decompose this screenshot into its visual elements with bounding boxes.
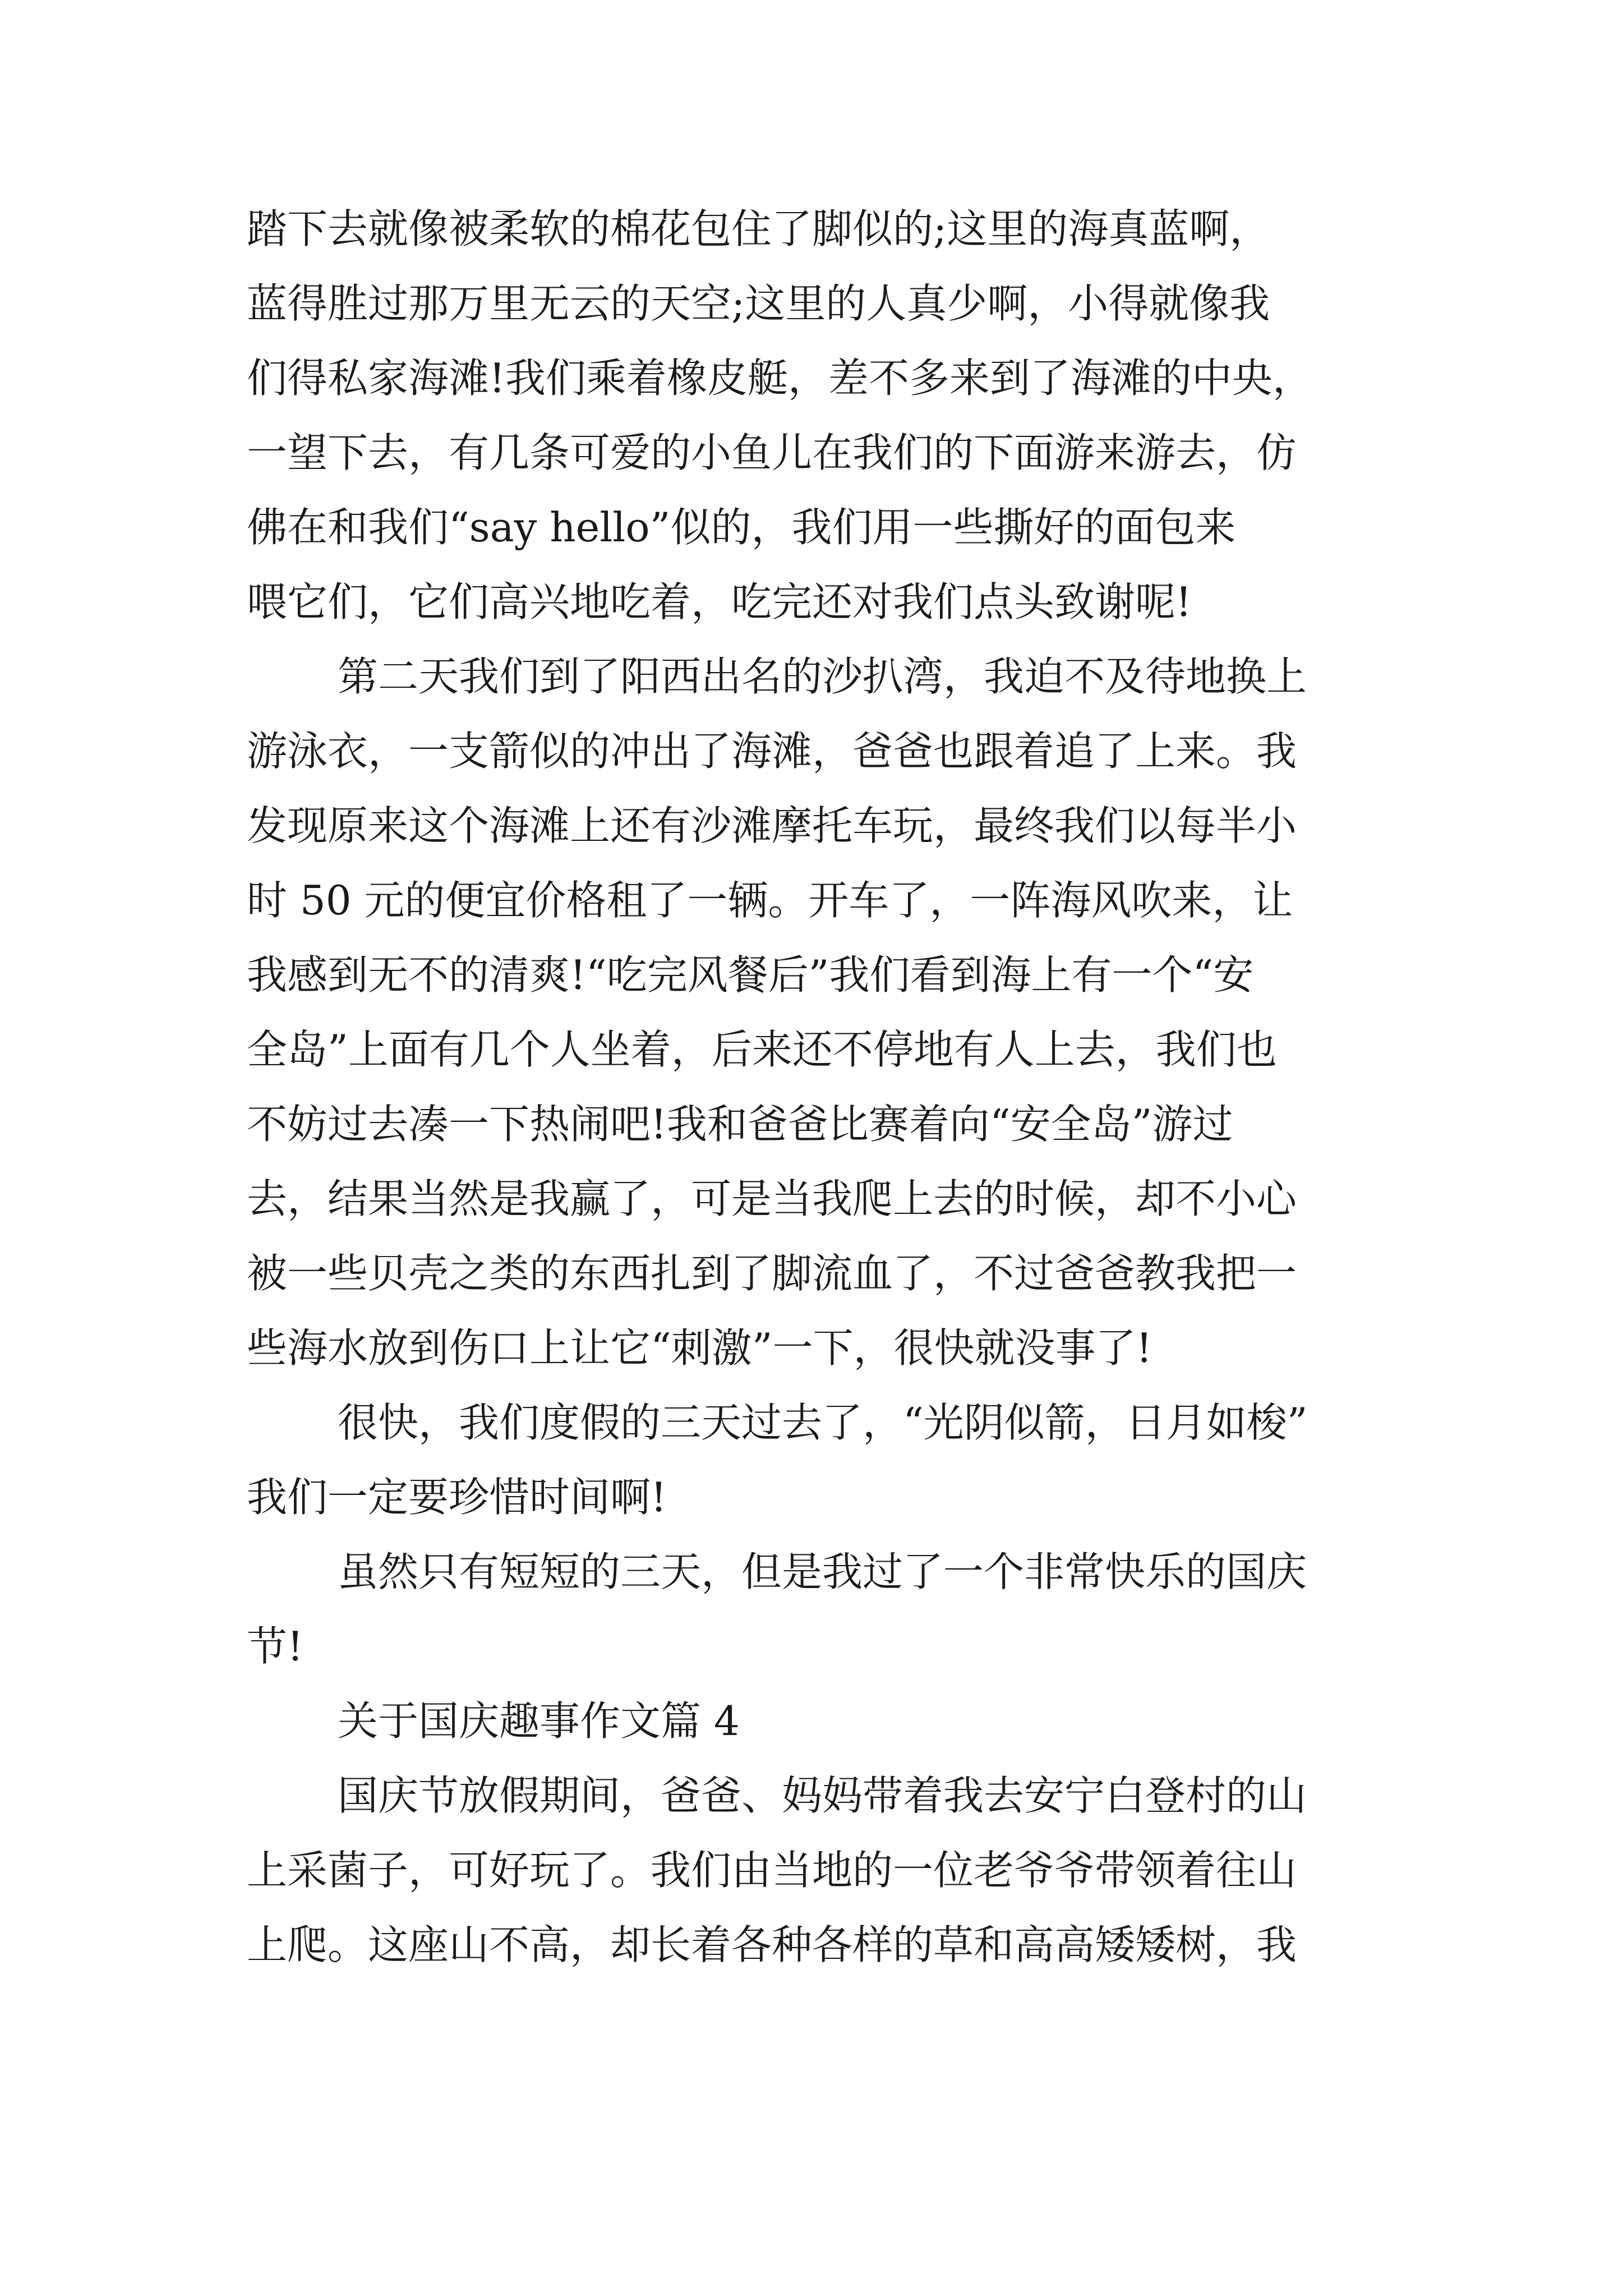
text-line: 不妨过去凑一下热闹吧!我和爸爸比赛着向“安全岛”游过 [247, 1101, 1233, 1148]
text-line: 蓝得胜过那万里无云的天空;这里的人真少啊，小得就像我 [247, 280, 1270, 327]
text-line: 些海水放到伤口上让它“刺激”一下，很快就没事了! [247, 1324, 1152, 1372]
section-heading: 关于国庆趣事作文篇 4 [338, 1697, 740, 1745]
paragraph-start-line: 很快，我们度假的三天过去了，“光阴似箭，日月如梭” [338, 1399, 1308, 1446]
text-line: 全岛”上面有几个人坐着，后来还不停地有人上去，我们也 [247, 1026, 1277, 1073]
text-line: 喂它们，它们高兴地吃着，吃完还对我们点头致谢呢! [247, 578, 1192, 625]
text-line: 我感到无不的清爽!“吃完风餐后”我们看到海上有一个“安 [247, 951, 1254, 999]
paragraph-start-line: 第二天我们到了阳西出名的沙扒湾，我迫不及待地换上 [338, 653, 1307, 700]
text-line: 上采菌子，可好玩了。我们由当地的一位老爷爷带领着往山 [247, 1847, 1297, 1894]
text-line: 时 50 元的便宜价格租了一辆。开车了，一阵海风吹来，让 [247, 877, 1293, 924]
text-line: 我们一定要珍惜时间啊! [247, 1474, 667, 1521]
text-line: 游泳衣，一支箭似的冲出了海滩，爸爸也跟着追了上来。我 [247, 728, 1297, 775]
text-line: 发现原来这个海滩上还有沙滩摩托车玩，最终我们以每半小 [247, 802, 1297, 849]
text-line: 一望下去，有几条可爱的小鱼儿在我们的下面游来游去，仿 [247, 429, 1297, 476]
text-line: 踏下去就像被柔软的棉花包住了脚似的;这里的海真蓝啊， [247, 205, 1270, 252]
paragraph-start-line: 虽然只有短短的三天，但是我过了一个非常快乐的国庆 [338, 1548, 1307, 1595]
text-line: 佛在和我们“say hello”似的，我们用一些撕好的面包来 [247, 504, 1236, 551]
text-line: 节! [247, 1623, 303, 1670]
text-line: 们得私家海滩!我们乘着橡皮艇，差不多来到了海滩的中央， [247, 355, 1313, 402]
text-line: 去，结果当然是我赢了，可是当我爬上去的时候，却不小心 [247, 1175, 1297, 1222]
text-line: 上爬。这座山不高，却长着各种各样的草和高高矮矮树，我 [247, 1921, 1297, 1968]
text-line: 被一些贝壳之类的东西扎到了脚流血了，不过爸爸教我把一 [247, 1250, 1297, 1297]
paragraph-start-line: 国庆节放假期间，爸爸、妈妈带着我去安宁白登村的山 [338, 1772, 1307, 1819]
